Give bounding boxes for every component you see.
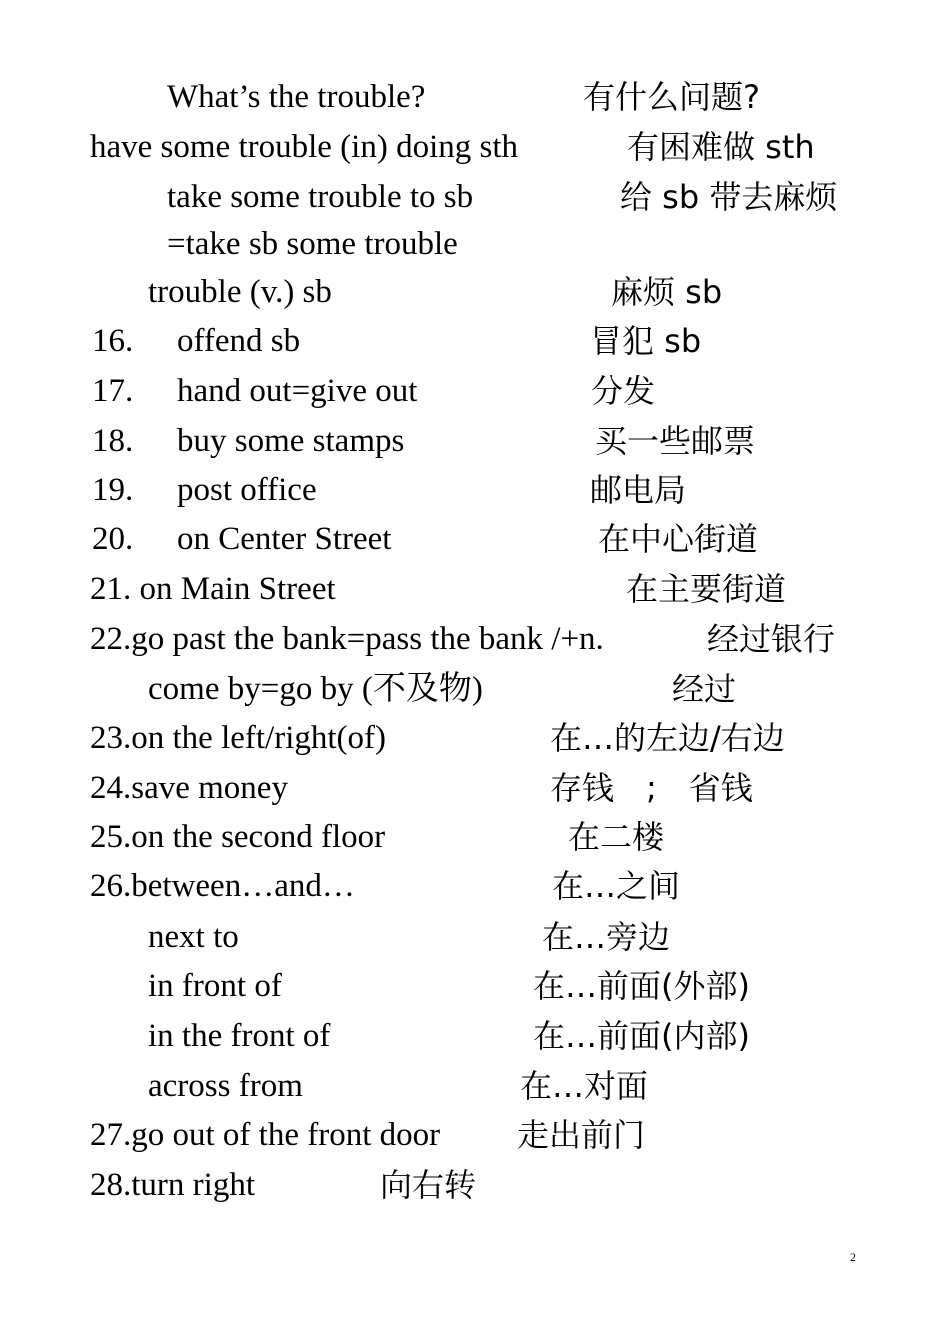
- english-phrase: in front of: [148, 968, 282, 1004]
- chinese-meaning: 在中心街道: [598, 520, 759, 558]
- english-phrase: have some trouble (in) doing sth: [90, 129, 519, 165]
- item-number: 19.: [92, 472, 134, 508]
- chinese-meaning: 冒犯 sb: [590, 322, 702, 360]
- chinese-meaning: 邮电局: [590, 471, 687, 509]
- item-number: 18.: [92, 423, 134, 459]
- english-phrase: on Center Street: [177, 521, 392, 557]
- chinese-meaning: 有困难做 sth: [627, 128, 815, 166]
- english-phrase: 21. on Main Street: [90, 571, 336, 607]
- chinese-meaning: 在二楼: [568, 818, 665, 856]
- english-phrase: across from: [148, 1068, 303, 1104]
- english-phrase: 26.between…and…: [90, 868, 355, 904]
- chinese-meaning: 向右转: [380, 1166, 477, 1204]
- chinese-meaning: 分发: [591, 372, 656, 410]
- chinese-meaning: 走出前门: [517, 1116, 646, 1154]
- english-phrase: 27.go out of the front door: [90, 1117, 441, 1153]
- page-number: 2: [850, 1250, 856, 1264]
- chinese-meaning: 经过银行: [707, 620, 836, 658]
- chinese-meaning: 给 sb 带去麻烦: [620, 178, 838, 216]
- chinese-meaning: 在…对面: [520, 1067, 649, 1105]
- english-phrase: =take sb some trouble: [167, 226, 458, 262]
- english-phrase: offend sb: [177, 323, 301, 359]
- chinese-meaning: 在…旁边: [542, 918, 671, 956]
- english-phrase: in the front of: [148, 1018, 331, 1054]
- english-phrase: 23.on the left/right(of): [90, 720, 387, 756]
- english-phrase: What’s the trouble?: [167, 79, 426, 115]
- chinese-meaning: 在…前面(内部): [533, 1017, 750, 1055]
- english-phrase: hand out=give out: [177, 373, 418, 409]
- chinese-meaning: 在…前面(外部): [533, 967, 750, 1005]
- english-phrase: 28.turn right: [90, 1167, 255, 1203]
- english-phrase: buy some stamps: [177, 423, 405, 459]
- chinese-meaning: 存钱 ; 省钱: [550, 769, 753, 807]
- chinese-meaning: 麻烦 sb: [611, 273, 723, 311]
- chinese-meaning: 在…的左边/右边: [550, 719, 785, 757]
- english-phrase: 22.go past the bank=pass the bank /+n.: [90, 621, 604, 657]
- english-phrase: next to: [148, 919, 239, 955]
- chinese-meaning: 买一些邮票: [595, 422, 756, 460]
- english-phrase: 24.save money: [90, 770, 288, 806]
- english-phrase: post office: [177, 472, 317, 508]
- item-number: 16.: [92, 323, 134, 359]
- chinese-meaning: 在…之间: [552, 867, 681, 905]
- english-phrase: 25.on the second floor: [90, 819, 386, 855]
- chinese-meaning: 有什么问题?: [583, 78, 760, 116]
- item-number: 17.: [92, 373, 134, 409]
- english-phrase: take some trouble to sb: [167, 179, 474, 215]
- english-phrase: come by=go by (不及物): [148, 671, 483, 707]
- chinese-meaning: 经过: [672, 670, 737, 708]
- item-number: 20.: [92, 521, 134, 557]
- english-phrase: trouble (v.) sb: [148, 274, 332, 310]
- chinese-meaning: 在主要街道: [626, 570, 787, 608]
